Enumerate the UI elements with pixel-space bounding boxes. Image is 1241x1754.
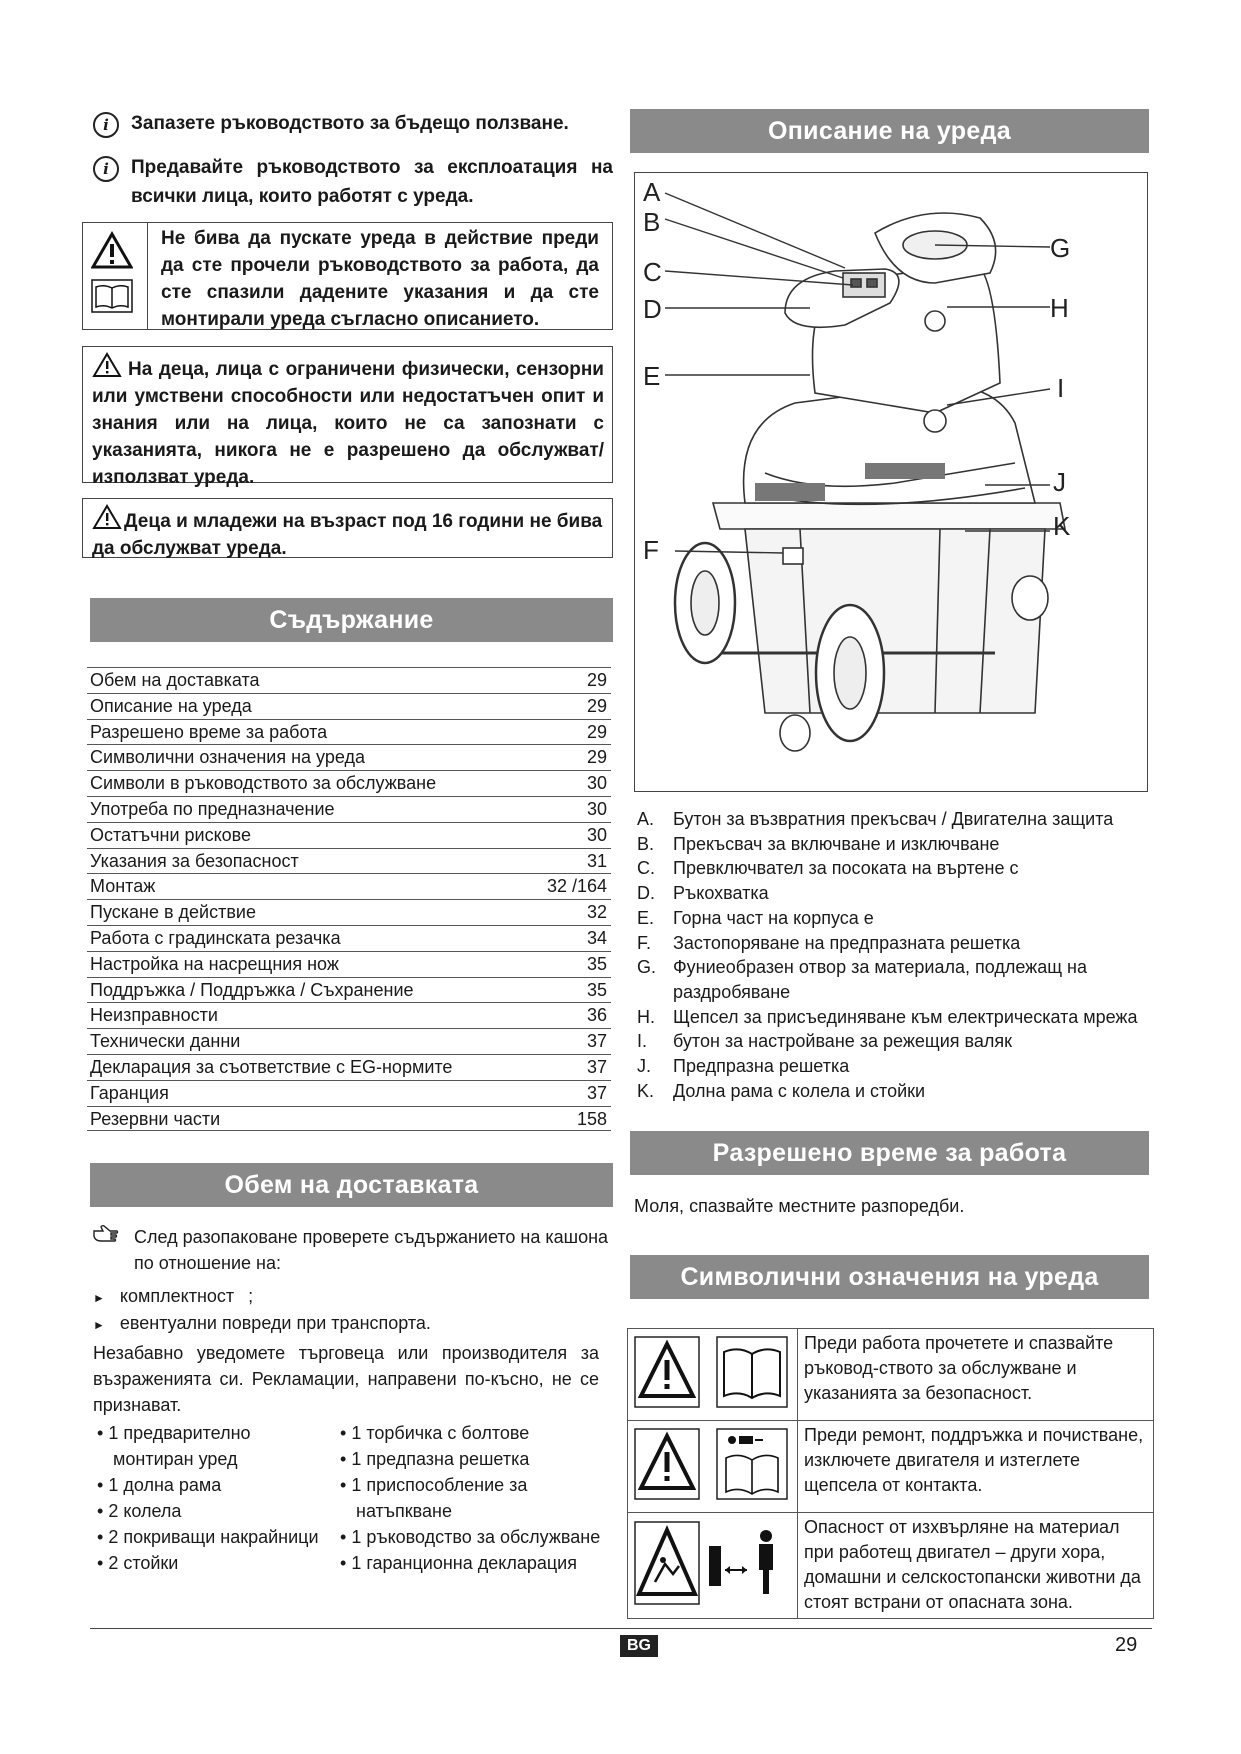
delivery-notify-text: Незабавно уведомете търговеца или производителя за възраженията си. Рекламации, направени по-късно, не се признават.	[93, 1343, 599, 1415]
list-item: • 1 торбичка с болтове	[340, 1423, 530, 1443]
diagram-label: H	[1050, 293, 1069, 323]
list-item: • 1 предварително	[97, 1423, 251, 1443]
diagram-label: I	[1057, 373, 1065, 403]
book-icon	[91, 279, 133, 321]
list-item: K. Долна рама с колела и стойки	[637, 1080, 926, 1101]
list-item: J. Предпразна решетка	[637, 1056, 850, 1077]
toc-row[interactable]: Гаранция 37	[87, 1080, 611, 1106]
toc-row[interactable]: Настройка на насрещния нож 35	[87, 951, 611, 977]
list-item: • 2 стойки	[97, 1553, 179, 1573]
toc-row[interactable]: Употреба по предназначение 30	[87, 796, 611, 822]
toc-row[interactable]: Символични означения на уреда 29	[87, 744, 611, 770]
parts-list	[637, 807, 1157, 1103]
table-row: Преди ремонт, поддръжка и почистване, изключете двигателя и изтеглете щепсела от контакта.	[628, 1421, 1154, 1513]
section-heading-contents: Съдържание	[90, 598, 613, 642]
list-item: ► комплектност ;	[93, 1286, 254, 1306]
info-icon: i	[93, 156, 119, 182]
section-heading-delivery: Обем на доставката	[90, 1163, 613, 1207]
list-item: раздробяване	[673, 981, 791, 1002]
toc-row[interactable]: Пускане в действие 32	[87, 899, 611, 925]
table-of-contents	[87, 667, 611, 1131]
list-item: H. Щепсел за присъединяване към електрическата мрежа	[637, 1006, 1138, 1027]
footer-divider	[90, 1628, 1152, 1629]
toc-row[interactable]: Технически данни 37	[87, 1028, 611, 1054]
list-item: E. Горна част на корпуса е	[637, 907, 874, 928]
list-item: • 2 покриващи накрайници	[97, 1527, 319, 1547]
symbol-images	[628, 1513, 798, 1619]
list-item: • 1 долна рама	[97, 1475, 222, 1495]
toc-row[interactable]: Символи в ръководството за обслужване 30	[87, 770, 611, 796]
section-heading-description: Описание на уреда	[630, 109, 1149, 153]
warning-triangle-icon	[92, 352, 122, 378]
toc-row[interactable]: Монтаж 32 /164	[87, 873, 611, 899]
warning-box-age-limit: Деца и младежи на възраст под 16 години не бива да обслужват уреда.	[82, 498, 613, 558]
list-item: B. Прекъсвач за включване и изключване	[637, 833, 1000, 854]
table-row: Преди работа прочетете и спазвайте ръковод-ството за обслужване и указанията за безопасност.	[628, 1329, 1154, 1421]
list-item: D. Ръкохватка	[637, 883, 769, 904]
note-pass-manual: i Предавайте ръководството за експлоатация на всички лица, които работят с уреда.	[93, 153, 613, 211]
table-row: Опасност от изхвърляне на материал при работещ двигател – други хора, домашни и селскостопански животни да стоят встрани от опасната зона.	[628, 1513, 1154, 1619]
worktime-text: Моля, спазвайте местните разпоредби.	[634, 1196, 965, 1216]
toc-row[interactable]: Разрешено време за работа 29	[87, 719, 611, 745]
hand-pointer-icon	[93, 1224, 119, 1251]
toc-row[interactable]: Поддръжка / Поддръжка / Съхранение 35	[87, 977, 611, 1003]
warning-triangle-icon	[91, 231, 133, 277]
machine-diagram	[634, 172, 1148, 792]
page-number: 29	[1115, 1634, 1138, 1656]
toc-row[interactable]: Описание на уреда 29	[87, 693, 611, 719]
garden-shredder-drawing	[635, 173, 1147, 791]
diagram-label: E	[643, 361, 661, 391]
warning-box-read-manual: Не бива да пускате уреда в действие преди да сте прочели ръководството за работа, да сте спазили дадените указания и да сте монтирали уреда съгласно описанието.	[82, 222, 613, 330]
toc-row[interactable]: Работа с градинската резачка 34	[87, 925, 611, 951]
delivery-items-left: • 1 предварително монтиран уред • 1 долна рама • 2 колела • 2 покриващи накрайници • 2 стойки	[97, 1420, 337, 1576]
diagram-label: F	[643, 535, 659, 565]
toc-row[interactable]: Неизправности 36	[87, 1002, 611, 1028]
diagram-label: G	[1050, 233, 1071, 263]
toc-row[interactable]: Указания за безопасност 31	[87, 848, 611, 874]
list-item: ► евентуални повреди при транспорта.	[93, 1313, 431, 1333]
diagram-label: D	[643, 294, 662, 324]
toc-row[interactable]: Декларация за съответствие с EG-нормите 37	[87, 1054, 611, 1080]
list-item: F. Застопоряване на предпразната решетка	[637, 932, 1021, 953]
list-item: • 1 гаранционна декларация	[340, 1553, 577, 1573]
warning-box-restricted-persons: На деца, лица с ограничени физически, сензорни или умствени способности или недостатъчен опит и знания или на лица, които не са запознати с указанията, никога не е разрешено да обслужват/използват уреда.	[82, 346, 613, 483]
diagram-label: B	[643, 207, 661, 237]
warning-triangle-icon	[92, 504, 122, 530]
diagram-label: K	[1053, 511, 1071, 541]
section-heading-worktime: Разрешено време за работа	[630, 1131, 1149, 1175]
toc-row[interactable]: Резервни части 158	[87, 1106, 611, 1132]
list-item: A. Бутон за възвратния прекъсвач / Двигателна защита	[637, 809, 1114, 829]
language-badge: BG	[620, 1635, 658, 1657]
list-item: I. бутон за настройване за режещия валяк	[637, 1031, 1013, 1052]
symbols-table	[627, 1328, 1154, 1619]
section-heading-symbols: Символични означения на уреда	[630, 1255, 1149, 1299]
symbol-images	[628, 1329, 798, 1421]
list-item: • 1 предпазна решетка	[340, 1449, 530, 1469]
diagram-label: C	[643, 257, 662, 287]
info-icon: i	[93, 112, 119, 138]
list-item: C. Превключвател за посоката на въртене с	[637, 858, 1019, 879]
diagram-label: A	[643, 177, 661, 207]
list-item: G. Фуниеобразен отвор за материала, подлежащ на	[637, 957, 1087, 978]
delivery-items-right: • 1 торбичка с болтове • 1 предпазна решетка • 1 приспособление за натъпкване • 1 ръководство за обслужване • 1 гаранционна декларация	[340, 1420, 610, 1576]
list-item: • 2 колела	[97, 1501, 182, 1521]
toc-row[interactable]: Обем на доставката 29	[87, 667, 611, 693]
symbol-images	[628, 1421, 798, 1513]
list-item: • 1 ръководство за обслужване	[340, 1527, 601, 1547]
list-item: • 1 приспособление за	[340, 1475, 528, 1495]
note-keep-manual: i Запазете ръководството за бъдещо ползване.	[93, 109, 613, 138]
delivery-check-text: След разопаковане проверете съдържанието на кашона по отношение на:	[134, 1227, 609, 1273]
diagram-label: J	[1053, 467, 1066, 497]
toc-row[interactable]: Остатъчни рискове 30	[87, 822, 611, 848]
